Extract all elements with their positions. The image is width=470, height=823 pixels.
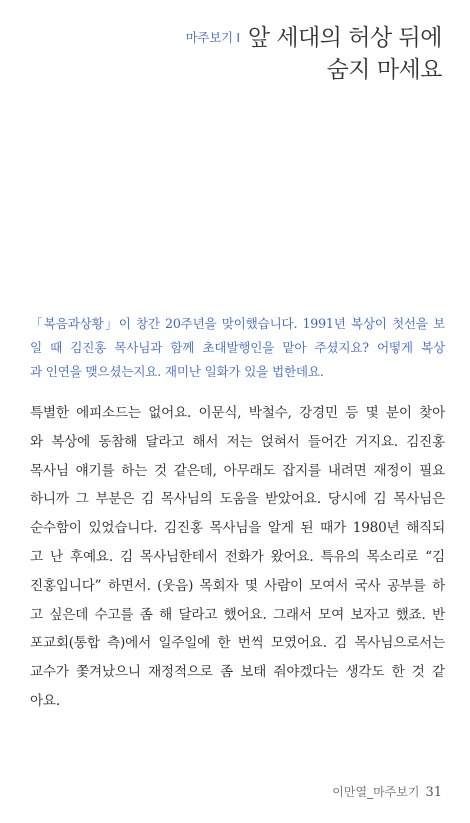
title-text-1: 앞 세대의 허상 뒤에 — [247, 25, 442, 51]
page-number: 31 — [425, 785, 442, 800]
title-line-1 — [186, 22, 442, 54]
page-footer — [332, 783, 442, 800]
answer-line: 교수가 쫓겨났으니 재정적으로 좀 보태 줘야겠다는 생각도 한 것 같 — [30, 664, 445, 681]
series-label: 마주보기 I — [185, 30, 240, 45]
running-title: 이만열_마주보기 — [332, 785, 420, 799]
interview-question — [30, 312, 445, 384]
answer-line: 진홍입니다” 하면서. (웃음) 목회자 몇 사람이 모여서 국사 공부를 하 — [30, 577, 445, 594]
article-header — [186, 22, 442, 86]
answer-line: 와 복상에 동참해 달라고 해서 저는 얹혀서 들어간 거지요. 김진홍 — [30, 433, 445, 450]
answer-line: 목사님 얘기를 하는 것 같은데, 아무래도 잡지를 내려면 재정이 필요 — [30, 462, 445, 479]
interview-answer — [30, 399, 445, 716]
answer-line: 순수함이 있었습니다. 김진홍 목사님을 알게 된 때가 1980년 해직되 — [30, 520, 445, 537]
answer-line: 특별한 에피소드는 없어요. 이문식, 박철수, 강경민 등 몇 분이 찾아 — [30, 405, 445, 421]
question-line: 과 인연을 맺으셨는지요. 재미난 일화가 있을 법한데요. — [30, 364, 324, 379]
title-line-2: 숨지 마세요 — [326, 57, 442, 83]
answer-line: 고 싶은데 수고를 좀 해 달라고 했어요. 그래서 모여 보자고 했죠. 반 — [30, 606, 445, 623]
answer-line: 하니까 그 부분은 김 목사님의 도움을 받았어요. 당시에 김 목사님은 — [30, 491, 445, 508]
answer-line: 포교회(통합 측)에서 일주일에 한 번씩 모였어요. 김 목사님으로서는 — [30, 635, 445, 652]
answer-line: 아요. — [30, 692, 60, 709]
question-line: 「복음과상황」이 창간 20주년을 맞이했습니다. 1991년 복상이 첫선을 보 — [30, 316, 445, 331]
answer-line: 고 난 후예요. 김 목사님한테서 전화가 왔어요. 특유의 목소리로 “김 — [30, 548, 445, 565]
question-line: 일 때 김진홍 목사님과 함께 초대발행인을 맡아 주셨지요? 어떻게 복상 — [30, 340, 445, 355]
